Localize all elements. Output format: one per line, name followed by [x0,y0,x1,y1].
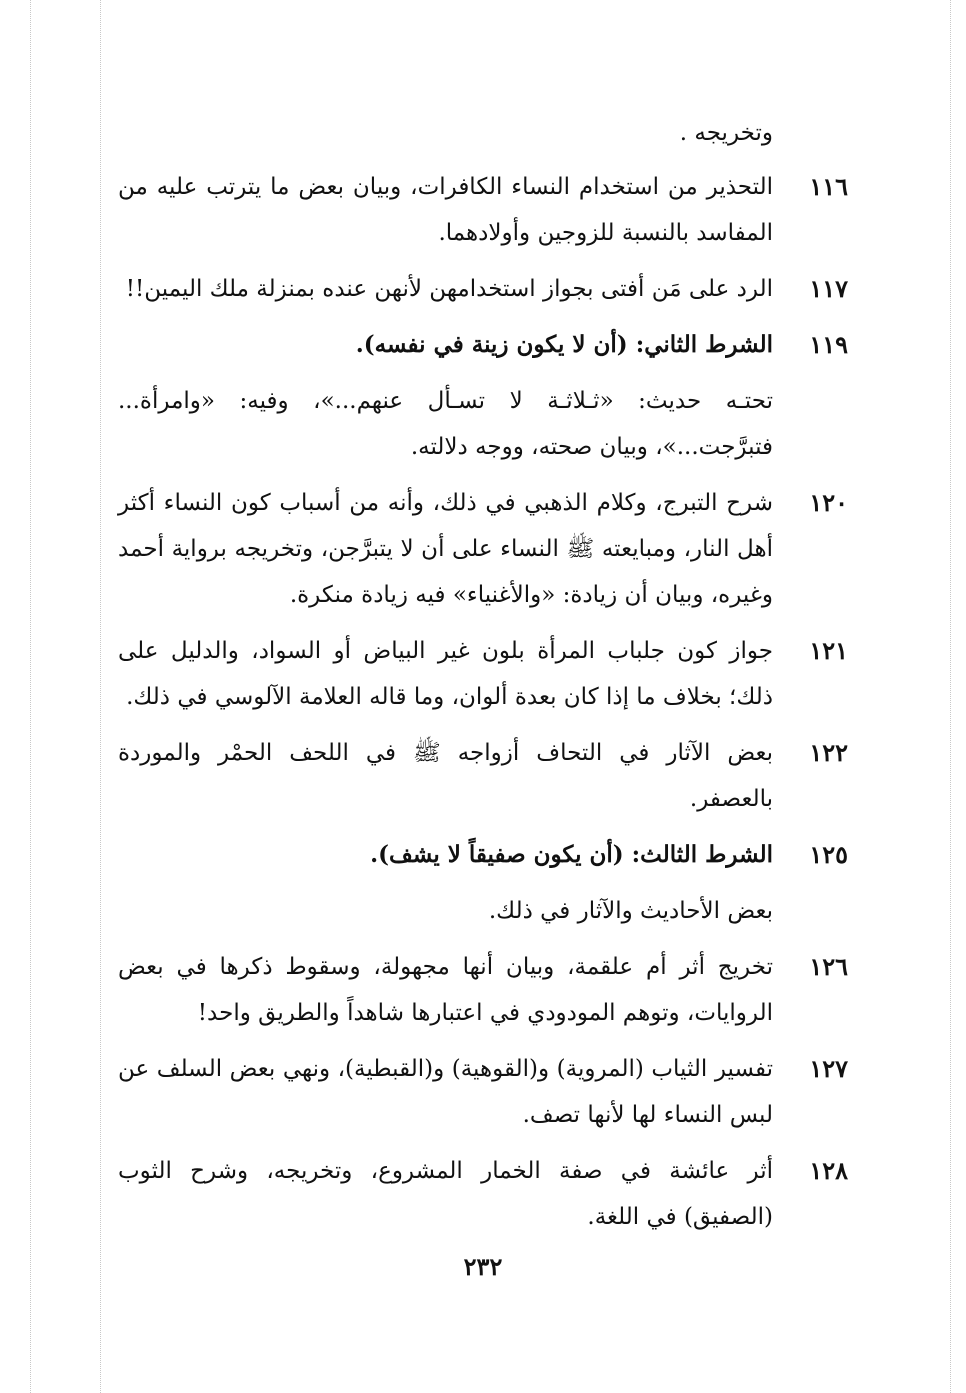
page-ref: ١٢٨ [809,1156,848,1185]
entry-text: تخريج أثر أم علقمة، وبيان أنها مجهولة، وسقوط ذكرها في بعض الروايات، وتوهم المودودي في اعتبارها شاهداً والطريق واحد! [118,954,773,1026]
continuation-text: وتخريجه . [679,120,773,146]
index-entry-120 [118,480,848,618]
entry-text: شرح التبرج، وكلام الذهبي في ذلك، وأنه من أسباب كون النساء أكثر أهل النار، ومبايعته ﷺ النساء على أن لا يتبرَّجن، وتخريجه برواية أحمد وغيره، وبيان أن زيادة: «والأغنياء» فيه زيادة منكرة. [118,490,773,608]
entry-text: الرد على مَن أفتى بجواز استخدامهن لأنهن عنده بمنزلة ملك اليمين!! [125,276,773,302]
index-list [118,110,848,1250]
scan-fold-line [950,0,951,1393]
index-entry-128 [118,1148,848,1240]
page-ref: ١٢١ [809,636,848,665]
entry-text: بعض الآثار في التحاف أزواجه ﷺ في اللحف الحمْر والموردة بالعصفر. [118,740,774,812]
entry-text: جواز كون جلباب المرأة بلون غير البياض أو السواد، والدليل على ذلك؛ بخلاف ما إذا كان بعدة ألوان، وما قاله العلامة الآلوسي في ذلك. [118,638,773,710]
page-ref: ١٢٠ [809,488,848,517]
sub-note: بعض الأحاديث والآثار في ذلك. [488,898,773,924]
section-heading: الشرط الثالث: (أن يكون صفيقاً لا يشف). [370,841,773,868]
index-entry-126 [118,944,848,1036]
page-ref: ١١٦ [809,172,848,201]
index-entry-121 [118,628,848,720]
index-entry-122 [118,730,848,822]
index-entry-116 [118,164,848,256]
page-ref: ١١٩ [809,330,848,359]
page-ref: ١٢٧ [809,1054,848,1083]
index-entry-125 [118,832,848,878]
page-ref: ١٢٢ [809,738,848,767]
entry-text: التحذير من استخدام النساء الكافرات، وبيان بعض ما يترتب عليه من المفاسد بالنسبة للزوجين وأولادهما. [118,174,773,246]
section-heading: الشرط الثاني: (أن لا يكون زينة في نفسه). [355,331,773,358]
scan-fold-line [30,0,31,1393]
index-entry-119 [118,322,848,368]
sub-note: تحتـه حديث: «ثـلاثـة لا تسـأل عنهم...»، وفيه: «وامرأة... فتبرَّجت...»، وبيان صحته، ووجه دلالته. [118,388,773,460]
entry-text: أثر عائشة في صفة الخمار المشروع، وتخريجه، وشرح الثوب (الصفيق) في اللغة. [118,1158,773,1230]
page-ref: ١٢٦ [809,952,848,981]
page-number: ٢٣٢ [463,1252,503,1281]
scan-fold-line [100,0,101,1393]
page-ref: ١١٧ [809,274,848,303]
page-ref: ١٢٥ [809,840,848,869]
entry-text: تفسير الثياب (المروية) و(القوهية) و(القبطية)، ونهي بعض السلف عن لبس النساء لها لأنها تصف. [118,1056,773,1128]
index-entry-117 [118,266,848,312]
index-entry-127 [118,1046,848,1138]
